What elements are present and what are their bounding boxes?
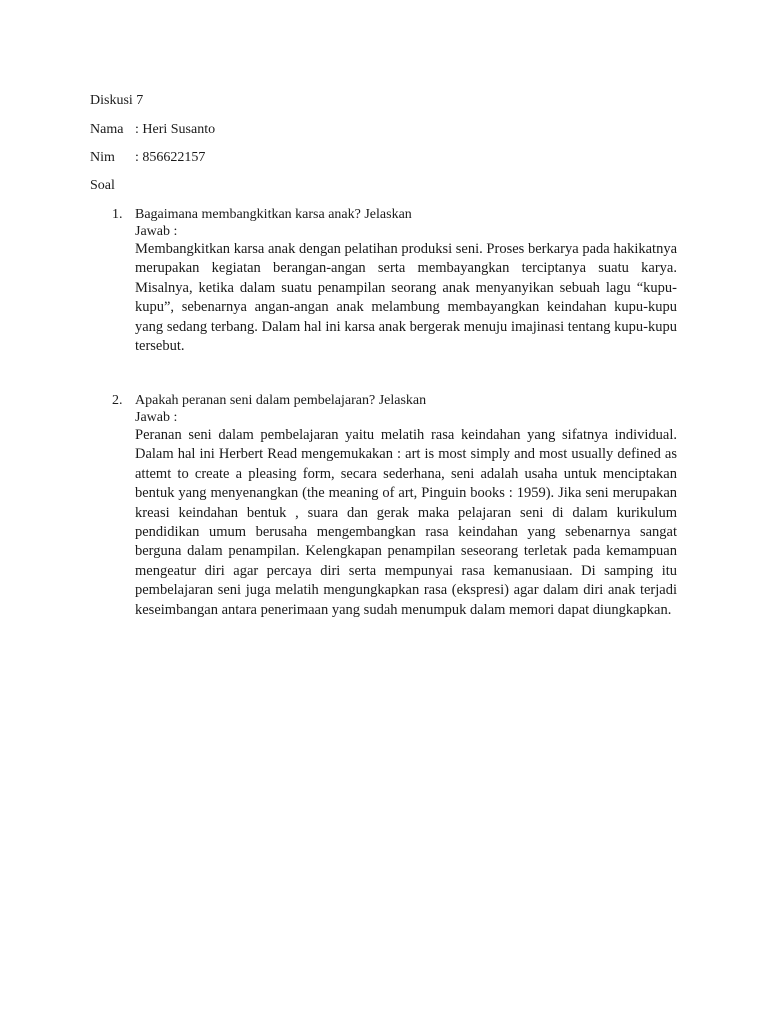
nim-label: Nim	[90, 150, 115, 165]
question-2-answer: Peranan seni dalam pembelajaran yaitu melatih rasa keindahan yang sifatnya individual. Dalam hal ini Herbert Read mengemukakan : art is most simply and most usually defined as attemt to create a pleasing form, secara sederhana, seni adalah usaha untuk menciptakan bentuk yang menyenangkan (the meaning of art, Pinguin books : 1959). Jika seni merupakan kreasi keindahan bentuk , suara dan gerak maka pelajaran seni di dalam kurikulum pendidikan umum berusaha mengembangkan rasa keindahan yang sebenarnya sangat berguna dalam penampilan. Kelengkapan penampilan seseorang terletak pada kemampuan mengeatur diri agar percaya diri serta mempunyai rasa kemanusiaan. Di samping itu pembelajaran seni juga melatih mengungkapkan rasa (ekspresi) agar dalam diri anak terjadi keseimbangan antara penerimaan yang sudah menumpuk dalam memori dapat diungkapkan.	[135, 427, 677, 618]
soal-heading: Soal	[90, 178, 115, 193]
nama-value: : Heri Susanto	[135, 122, 216, 137]
question-2-block	[135, 392, 677, 620]
question-2-number: 2.	[112, 393, 123, 408]
question-1-jawab-label: Jawab :	[135, 224, 178, 239]
document-title: Diskusi 7	[90, 93, 144, 108]
nim-value: : 856622157	[135, 150, 206, 165]
nama-label: Nama	[90, 122, 124, 137]
question-1-answer: Membangkitkan karsa anak dengan pelatihan produksi seni. Proses berkarya pada hakikatnya merupakan kegiatan berangan-angan serta membayangkan terciptanya suatu karya. Misalnya, ketika dalam suatu penampilan seorang anak menyanyikan sebuah lagu “kupu-kupu”, sebenarnya angan-angan anak melambung membayangkan keindahan kupu-kupu yang sedang terbang. Dalam hal ini karsa anak bergerak menuju imajinasi tentang kupu-kupu tersebut.	[135, 241, 677, 355]
question-1-block	[135, 206, 677, 356]
question-2-jawab-label: Jawab :	[135, 410, 178, 425]
question-1-text: Bagaimana membangkitkan karsa anak? Jelaskan	[135, 207, 412, 222]
question-1-number: 1.	[112, 207, 123, 222]
question-2-text: Apakah peranan seni dalam pembelajaran? Jelaskan	[135, 393, 427, 408]
